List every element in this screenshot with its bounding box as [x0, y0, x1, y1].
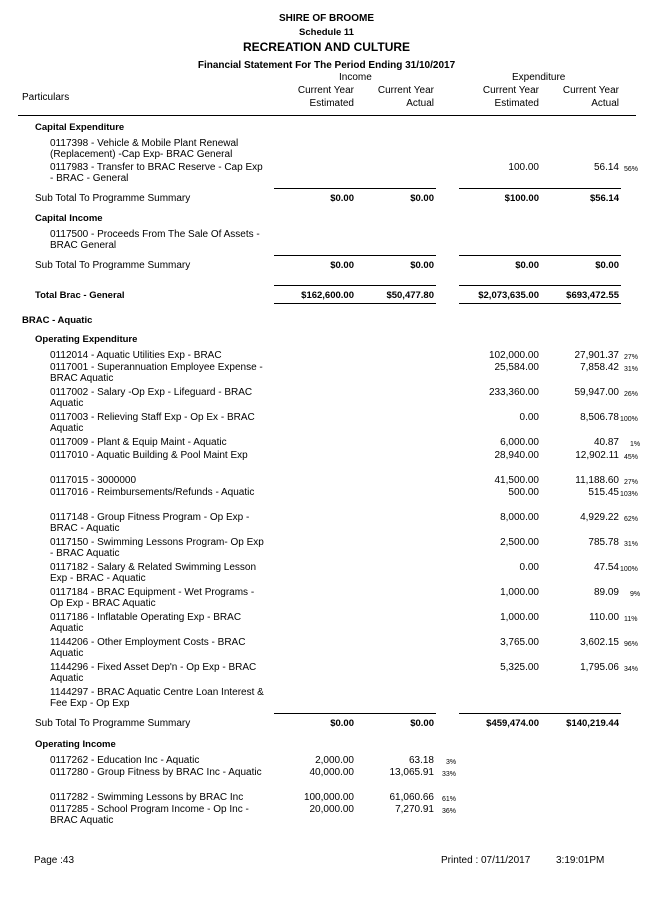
line-item-desc: 0117282 - Swimming Lessons by BRAC Inc — [50, 792, 244, 803]
pct-value: 96% — [624, 641, 639, 648]
subtotal-inc-est: $0.00 — [330, 260, 354, 271]
inc-act-header-2: Actual — [406, 98, 434, 109]
total-exp-act: $693,472.55 — [566, 290, 619, 301]
subtotal-exp-act: $140,219.44 — [566, 718, 619, 729]
inc-est-header-1: Current Year — [297, 85, 354, 96]
subtotal-inc-act: $0.00 — [410, 260, 434, 271]
line-item-desc: 0117148 - Group Fitness Program - Op Exp - BRAC - Aquatic — [50, 512, 250, 534]
line-item-desc: 0112014 - Aquatic Utilities Exp - BRAC — [50, 350, 222, 361]
inc-act-header-1: Current Year — [377, 85, 434, 96]
exp-est-value: 102,000.00 — [488, 350, 539, 361]
pct-value: 27% — [624, 479, 639, 486]
subtotal-rule-expenditure — [459, 713, 621, 714]
line-item-desc: 0117016 - Reimbursements/Refunds - Aquatic — [50, 487, 255, 498]
line-item-desc: 0117150 - Swimming Lessons Program- Op Exp - BRAC Aquatic — [50, 537, 264, 559]
subtotal-exp-act: $0.00 — [595, 260, 619, 271]
line-item-desc: 0117184 - BRAC Equipment - Wet Programs - Op Exp - BRAC Aquatic — [50, 587, 255, 609]
particulars-header: Particulars — [22, 92, 70, 103]
exp-est-value: 28,940.00 — [494, 450, 539, 461]
org-name: SHIRE OF BROOME — [278, 13, 374, 24]
report-subtitle: Financial Statement For The Period Ending 31/10/2017 — [197, 60, 456, 71]
subtotal-exp-est: $0.00 — [515, 260, 539, 271]
printed-date: 07/11/2017 — [481, 855, 531, 866]
pct-value: 26% — [624, 391, 639, 398]
exp-est-value: 3,765.00 — [500, 637, 539, 648]
exp-est-value: 5,325.00 — [500, 662, 539, 673]
line-item-desc: 0117983 - Transfer to BRAC Reserve - Cap Exp - BRAC - General — [50, 162, 263, 184]
inc-act-value: 13,065.91 — [389, 767, 434, 778]
exp-est-value: 500.00 — [508, 487, 539, 498]
line-item-desc: 0117182 - Salary & Related Swimming Lesson Exp - BRAC - Aquatic — [50, 562, 257, 584]
exp-act-value: 8,506.78 — [580, 412, 619, 423]
pct-value: 31% — [624, 541, 639, 548]
pct-value: 103% — [620, 491, 638, 498]
line-item-desc: 0117186 - Inflatable Operating Exp - BRAC Aquatic — [50, 612, 242, 634]
exp-act-value: 12,902.11 — [575, 450, 619, 461]
exp-est-value: 1,000.00 — [500, 612, 539, 623]
exp-act-value: 27,901.37 — [574, 350, 619, 361]
pct-value: 11% — [624, 616, 638, 623]
line-item-desc: 1144297 - BRAC Aquatic Centre Loan Interest & Fee Exp - Op Exp — [50, 687, 264, 709]
exp-est-value: 0.00 — [519, 562, 539, 573]
line-item-desc: 1144296 - Fixed Asset Dep'n - Op Exp - BRAC Aquatic — [50, 662, 257, 684]
subtotal-exp-act: $56.14 — [589, 193, 619, 204]
exp-act-value: 47.54 — [593, 562, 619, 573]
exp-est-value: 100.00 — [508, 162, 539, 173]
exp-est-header-1: Current Year — [482, 85, 539, 96]
exp-est-value: 1,000.00 — [500, 587, 539, 598]
printed-label: Printed : — [441, 855, 479, 866]
pct-value: 33% — [442, 771, 457, 778]
inc-est-value: 20,000.00 — [309, 804, 354, 815]
exp-act-value: 4,929.22 — [580, 512, 619, 523]
line-item-desc: 0117500 - Proceeds From The Sale Of Assets - BRAC General — [50, 229, 260, 251]
pct-value: 45% — [624, 454, 639, 461]
exp-act-header-1: Current Year — [562, 85, 619, 96]
pct-value: 61% — [442, 796, 457, 803]
subtotal-rule-income — [274, 713, 436, 714]
exp-est-header-2: Estimated — [494, 98, 539, 109]
inc-est-header-2: Estimated — [309, 98, 354, 109]
total-rule-expenditure — [459, 285, 621, 286]
exp-act-value: 515.45 — [588, 487, 619, 498]
exp-act-value: 3,602.15 — [580, 637, 619, 648]
subtotal-exp-est: $459,474.00 — [486, 718, 539, 729]
subtotal-inc-est: $0.00 — [330, 193, 354, 204]
total-rule-income — [274, 285, 436, 286]
header-rule — [18, 115, 636, 116]
printed-time: 3:19:01PM — [556, 855, 605, 866]
exp-act-value: 11,188.60 — [575, 475, 619, 486]
pct-value: 56% — [624, 166, 639, 173]
expenditure-header: Expenditure — [512, 72, 566, 83]
exp-act-value: 40.87 — [593, 437, 619, 448]
total-brac-general-label: Total Brac - General — [35, 290, 125, 301]
line-item-desc: 0117262 - Education Inc - Aquatic — [50, 755, 200, 766]
report-title: RECREATION AND CULTURE — [242, 40, 411, 54]
page-number: Page :43 — [34, 855, 75, 866]
total-inc-act: $50,477.80 — [386, 290, 434, 301]
inc-act-value: 7,270.91 — [395, 804, 434, 815]
line-item-desc: 0117015 - 3000000 — [50, 475, 137, 486]
pct-value: 31% — [624, 366, 639, 373]
inc-act-value: 63.18 — [408, 755, 434, 766]
inc-act-value: 61,060.66 — [389, 792, 434, 803]
line-item-desc: 1144206 - Other Employment Costs - BRAC Aquatic — [50, 637, 246, 659]
subtotal-rule-expenditure — [459, 188, 621, 189]
pct-value: 100% — [620, 566, 638, 573]
pct-value: 34% — [624, 666, 639, 673]
exp-act-value: 59,947.00 — [574, 387, 619, 398]
pct-value: 1% — [630, 441, 641, 448]
exp-act-value: 110.00 — [589, 612, 619, 623]
schedule-label: Schedule 11 — [299, 27, 354, 38]
brac-aquatic-heading: BRAC - Aquatic — [22, 315, 93, 326]
pct-value: 3% — [446, 759, 457, 766]
operating-income-heading: Operating Income — [35, 739, 116, 750]
exp-act-value: 89.09 — [593, 587, 619, 598]
pct-value: 9% — [630, 591, 641, 598]
total-double-rule-income — [274, 303, 436, 304]
subtotal-inc-act: $0.00 — [410, 718, 434, 729]
line-item-desc: 0117001 - Superannuation Employee Expense - BRAC Aquatic — [50, 362, 263, 384]
capital-expenditure-heading: Capital Expenditure — [35, 122, 125, 133]
subtotal-label: Sub Total To Programme Summary — [35, 193, 191, 204]
line-item-desc: 0117010 - Aquatic Building & Pool Maint Exp — [50, 450, 248, 461]
inc-est-value: 2,000.00 — [315, 755, 354, 766]
exp-act-value: 56.14 — [593, 162, 619, 173]
exp-est-value: 233,360.00 — [488, 387, 539, 398]
exp-est-value: 8,000.00 — [500, 512, 539, 523]
line-item-desc: 0117009 - Plant & Equip Maint - Aquatic — [50, 437, 227, 448]
subtotal-inc-est: $0.00 — [330, 718, 354, 729]
exp-act-value: 785.78 — [588, 537, 619, 548]
total-inc-est: $162,600.00 — [301, 290, 354, 301]
operating-expenditure-heading: Operating Expenditure — [35, 334, 138, 345]
income-header: Income — [339, 72, 372, 83]
line-item-desc: 0117398 - Vehicle & Mobile Plant Renewal (Replacement) -Cap Exp- BRAC General — [50, 138, 239, 160]
exp-act-value: 7,858.42 — [580, 362, 619, 373]
inc-est-value: 40,000.00 — [309, 767, 354, 778]
pct-value: 36% — [442, 808, 457, 815]
pct-value: 27% — [624, 354, 639, 361]
subtotal-rule-income — [274, 255, 436, 256]
line-item-desc: 0117003 - Relieving Staff Exp - Op Ex - BRAC Aquatic — [50, 412, 255, 434]
total-exp-est: $2,073,635.00 — [478, 290, 539, 301]
exp-est-value: 6,000.00 — [500, 437, 539, 448]
total-double-rule-expenditure — [459, 303, 621, 304]
subtotal-label: Sub Total To Programme Summary — [35, 718, 191, 729]
pct-value: 100% — [620, 416, 638, 423]
exp-est-value: 2,500.00 — [500, 537, 539, 548]
exp-act-value: 1,795.06 — [580, 662, 619, 673]
exp-est-value: 0.00 — [519, 412, 539, 423]
pct-value: 62% — [624, 516, 639, 523]
line-item-desc: 0117002 - Salary -Op Exp - Lifeguard - BRAC Aquatic — [50, 387, 253, 409]
capital-income-heading: Capital Income — [35, 213, 103, 224]
subtotal-label: Sub Total To Programme Summary — [35, 260, 191, 271]
subtotal-inc-act: $0.00 — [410, 193, 434, 204]
subtotal-exp-est: $100.00 — [504, 193, 539, 204]
exp-act-header-2: Actual — [591, 98, 619, 109]
subtotal-rule-income — [274, 188, 436, 189]
subtotal-rule-expenditure — [459, 255, 621, 256]
inc-est-value: 100,000.00 — [303, 792, 354, 803]
line-item-desc: 0117285 - School Program Income - Op Inc - BRAC Aquatic — [50, 804, 249, 826]
exp-est-value: 25,584.00 — [494, 362, 539, 373]
line-item-desc: 0117280 - Group Fitness by BRAC Inc - Aquatic — [50, 767, 262, 778]
exp-est-value: 41,500.00 — [494, 475, 539, 486]
